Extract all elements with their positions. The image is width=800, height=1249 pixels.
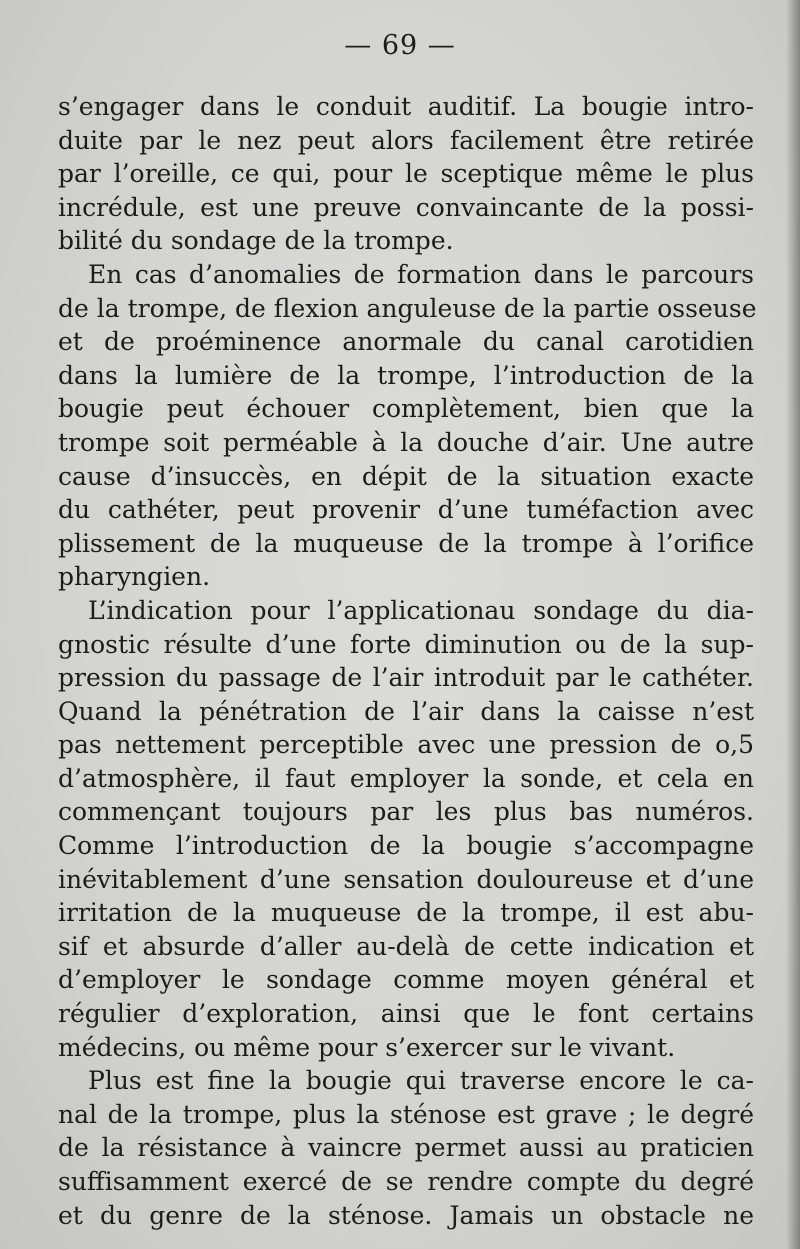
text-line: pharyngien. bbox=[58, 562, 211, 592]
text-line: suffisamment exercé de se rendre compte du degré bbox=[58, 1167, 754, 1196]
text-line: régulier d’exploration, ainsi que le font certains bbox=[58, 999, 754, 1029]
text-line: trompe soit perméable à la douche d’air. Une autre bbox=[58, 427, 754, 457]
text-line: Quand la pénétration de l’air dans la caisse n’est bbox=[58, 696, 754, 726]
text-line: En cas d’anomalies de formation dans le parcours bbox=[88, 259, 754, 289]
body-text bbox=[58, 90, 757, 1232]
text-line: par l’oreille, ce qui, pour le sceptique même le plus bbox=[58, 159, 754, 189]
text-line: commençant toujours par les plus bas numéros. bbox=[58, 797, 754, 827]
text-line: s’engager dans le conduit auditif. La bougie intro- bbox=[58, 92, 754, 121]
text-line: nal de la trompe, plus la sténose est grave ; le degré bbox=[58, 1099, 754, 1129]
text-line: plissement de la muqueuse de la trompe à l’orifice bbox=[58, 528, 754, 558]
text-line: et de proéminence anormale du canal carotidien bbox=[58, 327, 754, 357]
text-line: dans la lumière de la trompe, l’introduction de la bbox=[58, 360, 754, 390]
text-line: incrédule, est une preuve convaincante de la possi- bbox=[58, 192, 754, 222]
text-line: bilité du sondage de la trompe. bbox=[58, 226, 454, 256]
text-line: médecins, ou même pour s’exercer sur le vivant. bbox=[58, 1032, 676, 1062]
text-line: pression du passage de l’air introduit par le cathéter. bbox=[58, 663, 754, 693]
text-line: de la trompe, de flexion anguleuse de la partie osseuse bbox=[58, 293, 757, 323]
text-line: du cathéter, peut provenir d’une tuméfaction avec bbox=[58, 495, 754, 525]
text-line: cause d’insuccès, en dépit de la situation exacte bbox=[58, 461, 754, 491]
page-number: — 69 — bbox=[344, 30, 456, 61]
text-line: irritation de la muqueuse de la trompe, il est abu- bbox=[58, 898, 754, 928]
text-line: sif et absurde d’aller au-delà de cette indication et bbox=[58, 931, 754, 961]
text-line: bougie peut échouer complètement, bien que la bbox=[58, 394, 754, 424]
text-line: duite par le nez peut alors facilement être retirée bbox=[58, 125, 754, 155]
text-line: et du genre de la sténose. Jamais un obstacle ne bbox=[58, 1200, 754, 1230]
text-line: L’indication pour l’applicationau sondage du dia- bbox=[88, 595, 754, 625]
text-line: pas nettement perceptible avec une pression de o,5 bbox=[58, 730, 754, 760]
text-line: d’atmosphère, il faut employer la sonde, et cela en bbox=[58, 763, 754, 793]
text-line: d’employer le sondage comme moyen général et bbox=[58, 965, 754, 995]
text-line: de la résistance à vaincre permet aussi au praticien bbox=[58, 1133, 754, 1163]
text-line: Comme l’introduction de la bougie s’accompagne bbox=[58, 831, 754, 861]
text-line: Plus est fine la bougie qui traverse encore le ca- bbox=[88, 1066, 754, 1096]
text-line: inévitablement d’une sensation douloureuse et d’une bbox=[58, 864, 754, 894]
text-line: gnostic résulte d’une forte diminution ou de la sup- bbox=[58, 629, 754, 659]
page-edge-shadow bbox=[786, 0, 800, 1249]
